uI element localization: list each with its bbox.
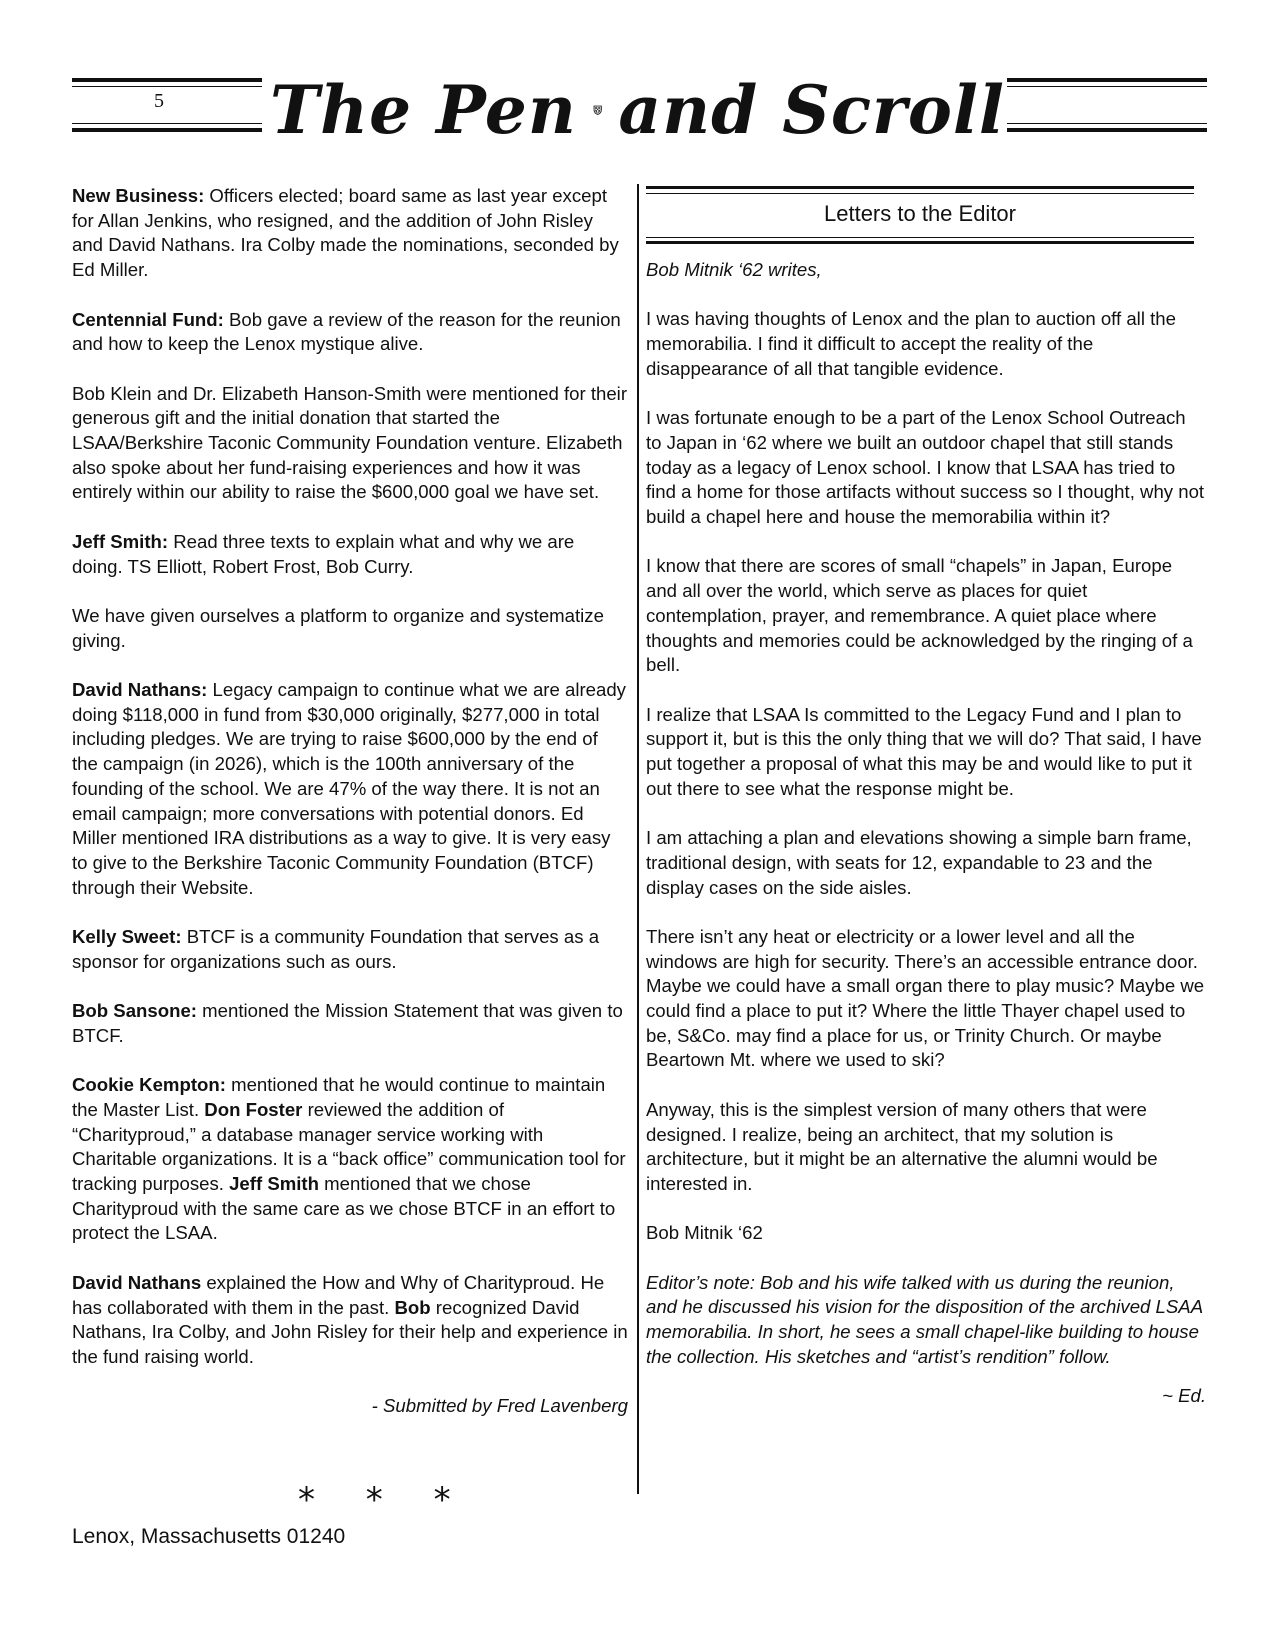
paragraph-bob-sansone: Bob Sansone: mentioned the Mission Statement that was given to BTCF. bbox=[72, 1000, 623, 1046]
submitted-by: - Submitted by Fred Lavenberg bbox=[371, 1395, 628, 1417]
letters-heading: Letters to the Editor bbox=[824, 201, 1016, 226]
footer-address: Lenox, Massachusetts 01240 bbox=[72, 1525, 346, 1548]
paragraph-cookie-kempton: Cookie Kempton: mentioned that he would continue to maintain the Master List. Don Foster reviewed the addition of “Charityproud,” a database manager service working with Charitable organizations. It is a “back office” communication tool for tracking purposes. Jeff Smith mentioned that we chose Charityproud with the same care as we chose BTCF in an effort to protect the LSAA. bbox=[72, 1074, 626, 1244]
masthead-rule-right bbox=[1007, 78, 1207, 138]
editor-signature: ~ Ed. bbox=[1162, 1384, 1206, 1406]
masthead bbox=[72, 68, 1207, 154]
left-column bbox=[72, 184, 628, 1444]
editor-note: Editor’s note: Bob and his wife talked with us during the reunion, and he discussed his vision for the disposition of the archived LSAA memorabilia. In short, he sees a small chapel-like building to house the collection. His sketches and “artist’s rendition” follow. bbox=[646, 1271, 1203, 1367]
letter-paragraph: There isn’t any heat or electricity or a lower level and all the windows are high for security. There’s an accessible entrance door. Maybe we could have a small organ there to play music? Maybe we could find a place to put it? Where the little Thayer chapel used to be, S&Co. may find a place for us, or Trinity Church. Or maybe Beartown Mt. where we used to ski? bbox=[646, 925, 1205, 1071]
paragraph-jeff-smith: Jeff Smith: Read three texts to explain what and why we are doing. TS Elliott, Robert Frost, Bob Curry. bbox=[72, 530, 575, 577]
letter-signature: Bob Mitnik ‘62 bbox=[646, 1222, 763, 1244]
shield-crest-icon bbox=[593, 75, 602, 145]
section-separator: * * * bbox=[298, 1480, 471, 1520]
paragraph-charityproud: David Nathans explained the How and Why of Charityproud. He has collaborated with them in the past. Bob recognized David Nathans, Ira Colby, and John Risley for their help and experience in the fund raising world. bbox=[72, 1271, 628, 1367]
paragraph-new-business: New Business: Officers elected; board same as last year except for Allan Jenkins, who resigned, and the addition of John Risley and David Nathans. Ira Colby made the nominations, seconded by Ed Miller. bbox=[72, 185, 619, 281]
paragraph-david-nathans: David Nathans: Legacy campaign to continue what we are already doing $118,000 in fund from $30,000 originally, $277,000 in total including pledges. We are trying to raise $600,000 by the end of the campaign (in 2026), which is the 100th anniversary of the founding of the school. We are 47% of the way there. It is not an email campaign; more conversations with potential donors. Ed Miller mentioned IRA distributions as a way to give. It is very easy to give to the Berkshire Taconic Community Foundation (BTCF) through their Website. bbox=[72, 678, 626, 898]
letter-paragraph: I am attaching a plan and elevations showing a simple barn frame, traditional design, with seats for 12, expandable to 23 and the display cases on the side aisles. bbox=[646, 827, 1192, 898]
letter-paragraph: I was fortunate enough to be a part of the Lenox School Outreach to Japan in ‘62 where we built an outdoor chapel that still stands today as a legacy of Lenox school. I know that LSAA has tried to find a home for those artifacts without success so I thought, why not build a chapel here and house the memorabilia within it? bbox=[646, 407, 1205, 527]
paragraph-centennial-fund: Centennial Fund: Bob gave a review of the reason for the reunion and how to keep the Lenox mystique alive. bbox=[72, 308, 621, 355]
title-left: The Pen bbox=[270, 71, 577, 149]
letter-paragraph: Anyway, this is the simplest version of many others that were designed. I realize, being an architect, that my solution is architecture, but it might be an alternative the alumni would be interested in. bbox=[646, 1098, 1158, 1194]
paragraph-platform: We have given ourselves a platform to organize and systematize giving. bbox=[72, 604, 604, 651]
letter-paragraph: I know that there are scores of small “chapels” in Japan, Europe and all over the world, which serve as places for quiet contemplation, prayer, and remembrance. A quiet place where thoughts and memories could be acknowledged by the ringing of a bell. bbox=[646, 555, 1193, 676]
title-right: and Scroll bbox=[618, 71, 1005, 149]
masthead-rule-left bbox=[72, 78, 262, 138]
letter-body bbox=[646, 258, 1206, 1433]
column-divider bbox=[637, 184, 639, 1494]
paragraph-kelly-sweet: Kelly Sweet: BTCF is a community Foundation that serves as a sponsor for organizations such as ours. bbox=[72, 926, 600, 972]
letter-intro: Bob Mitnik ‘62 writes, bbox=[646, 259, 822, 280]
newsletter-title bbox=[270, 70, 1005, 150]
letter-paragraph: I was having thoughts of Lenox and the plan to auction off all the memorabilia. I find it difficult to accept the reality of the disappearance of all that tangible evidence. bbox=[646, 308, 1176, 379]
page-number: 5 bbox=[154, 90, 164, 112]
letters-heading-box bbox=[646, 186, 1194, 246]
letter-paragraph: I realize that LSAA Is committed to the Legacy Fund and I plan to support it, but is this the only thing that we will do? That said, I have put together a proposal of what this may be and would like to put it out there to see what the response might be. bbox=[646, 703, 1202, 799]
paragraph-donation: Bob Klein and Dr. Elizabeth Hanson-Smith were mentioned for their generous gift and the initial donation that started the LSAA/Berkshire Taconic Community Foundation venture. Elizabeth also spoke about her fund-raising experiences and how it was entirely within our ability to raise the $600,000 goal we have set. bbox=[72, 382, 628, 503]
